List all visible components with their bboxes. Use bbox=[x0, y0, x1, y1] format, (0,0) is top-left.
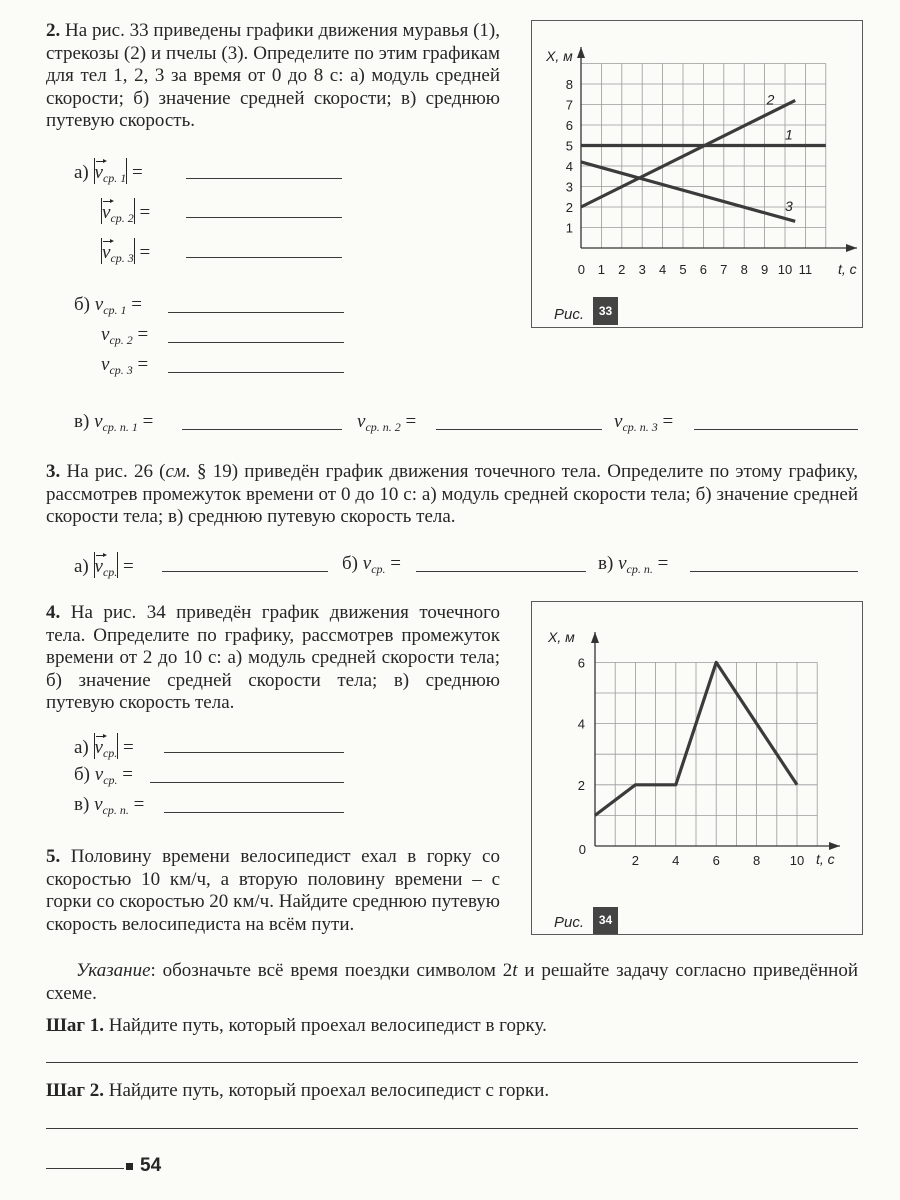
answer-line[interactable] bbox=[186, 178, 342, 179]
answer-line[interactable] bbox=[690, 571, 858, 572]
task2-row-b3 bbox=[101, 353, 148, 382]
equals: = bbox=[137, 354, 149, 375]
equals: = bbox=[131, 294, 142, 315]
task4-c-label: в) bbox=[74, 794, 90, 815]
y-tick-label: 2 bbox=[565, 200, 573, 215]
equals: = bbox=[133, 794, 145, 815]
x-axis-arrow bbox=[829, 842, 840, 850]
vector-v: v bbox=[94, 162, 103, 183]
y-tick-label: 8 bbox=[565, 77, 573, 92]
figure-33 bbox=[531, 20, 863, 328]
y-axis-title: X, м bbox=[546, 48, 573, 64]
task3-text bbox=[46, 461, 858, 529]
vector-v: v bbox=[102, 202, 111, 223]
abs-bar-right bbox=[126, 158, 127, 184]
y-tick-label: 6 bbox=[565, 118, 573, 133]
x-axis-title: t, с bbox=[816, 851, 835, 867]
subscript: ср. п. bbox=[102, 803, 129, 817]
step2-text: Найдите путь, который проехал велосипедист с горки. bbox=[104, 1080, 550, 1101]
figure-34-number: 34 bbox=[593, 907, 618, 934]
task3-row-c bbox=[598, 552, 668, 581]
answer-line[interactable] bbox=[168, 312, 344, 313]
equals: = bbox=[405, 411, 417, 432]
y-tick-label: 7 bbox=[565, 97, 573, 113]
task2-a-label: а) bbox=[74, 162, 89, 183]
answer-line[interactable] bbox=[694, 429, 858, 430]
equals: = bbox=[657, 553, 669, 574]
page-footer-square bbox=[126, 1163, 133, 1170]
subscript: ср. 2 bbox=[109, 333, 133, 347]
equals: = bbox=[132, 162, 143, 183]
subscript: ср. п. 2 bbox=[365, 420, 401, 434]
task5-body: Половину времени велосипедист ехал в горку со скоростью 10 км/ч, а вторую половину времени – с горки со скоростью 20 км/ч. Найдите среднюю путевую скорость велосипедиста на всём пути. bbox=[46, 846, 500, 935]
subscript: ср. п. 3 bbox=[622, 420, 658, 434]
answer-line[interactable] bbox=[186, 257, 342, 258]
task3-b-label: б) bbox=[342, 553, 358, 574]
step1-label: Шаг 1. bbox=[46, 1015, 104, 1036]
subscript: ср. bbox=[102, 746, 118, 760]
x-tick-label: 6 bbox=[699, 262, 708, 277]
task3-a-label: а) bbox=[74, 556, 89, 577]
y-tick-label: 2 bbox=[577, 777, 585, 793]
answer-line[interactable] bbox=[168, 342, 344, 343]
answer-line[interactable] bbox=[164, 812, 344, 813]
equals: = bbox=[137, 324, 149, 345]
equals: = bbox=[142, 411, 154, 432]
task2-body: На рис. 33 приведены графики движения муравья (1), стрекозы (2) и пчелы (3). Определите по этим графикам для тел 1, 2, 3 за время от 0 до 8 с: а) модуль средней скорости; б) значение средней скорости; в) среднюю путевую скорость. bbox=[46, 20, 501, 131]
v-symbol: v bbox=[94, 411, 103, 432]
hint-text-2: и решайте задачу согласно приведённой схеме. bbox=[46, 960, 858, 1004]
x-tick-label: 6 bbox=[712, 853, 720, 868]
answer-line[interactable] bbox=[168, 372, 344, 373]
task3-c-label: в) bbox=[598, 553, 614, 574]
v-symbol: v bbox=[614, 411, 623, 432]
task5-text bbox=[46, 846, 500, 936]
y-axis-arrow bbox=[591, 632, 599, 643]
subscript: ср. bbox=[371, 562, 386, 576]
figure-34-caption: Рис. bbox=[554, 914, 585, 931]
answer-line[interactable] bbox=[164, 752, 344, 753]
origin-label: 0 bbox=[578, 842, 586, 857]
y-tick-label: 6 bbox=[577, 655, 585, 671]
x-tick-label: 1 bbox=[597, 262, 606, 277]
vector-v: v bbox=[94, 737, 103, 758]
step1-text: Найдите путь, который проехал велосипедист в горку. bbox=[104, 1015, 547, 1036]
task2-row-c2 bbox=[357, 410, 416, 439]
v-symbol: v bbox=[101, 354, 110, 375]
subscript: ср. 1 bbox=[103, 303, 127, 317]
task3-row-b bbox=[342, 552, 401, 581]
task2-row-a2 bbox=[101, 198, 150, 230]
task4-text bbox=[46, 602, 500, 715]
answer-line[interactable] bbox=[182, 429, 342, 430]
x-tick-label: 3 bbox=[638, 262, 646, 277]
task2-c-label: в) bbox=[74, 411, 90, 432]
subscript: ср. 3 bbox=[110, 251, 134, 265]
task3-body-2: § 19) приведён график движения точечного тела. Определите по этому графику, рассмотрев промежуток времени от 0 до 10 с: а) модуль средней скорости тела; б) значение средней скорости тела; в) среднюю путевую скорость тела. bbox=[46, 461, 859, 527]
task3-row bbox=[74, 552, 134, 584]
task2-row-a3 bbox=[101, 238, 150, 270]
figure-33-number: 33 bbox=[593, 297, 618, 325]
task2-row-a1 bbox=[74, 158, 143, 190]
abs-bar-right bbox=[117, 733, 118, 759]
task4-row-c bbox=[74, 793, 144, 822]
subscript: ср. bbox=[102, 565, 118, 579]
task2-row-b1 bbox=[74, 293, 142, 322]
task2-text bbox=[46, 20, 500, 133]
y-axis-arrow bbox=[577, 47, 585, 58]
abs-bar-right bbox=[134, 238, 135, 264]
x-tick-label: 11 bbox=[798, 262, 813, 277]
y-tick-label: 4 bbox=[577, 716, 585, 732]
y-tick-label: 4 bbox=[565, 159, 573, 174]
v-symbol: v bbox=[357, 411, 366, 432]
step1-answer-line[interactable] bbox=[46, 1062, 858, 1063]
x-axis-title: t, с bbox=[838, 261, 857, 277]
subscript: ср. 2 bbox=[110, 211, 134, 225]
x-tick-label: 4 bbox=[672, 853, 680, 868]
x-tick-label: 2 bbox=[618, 262, 626, 277]
answer-line[interactable] bbox=[150, 782, 344, 783]
step2-label: Шаг 2. bbox=[46, 1080, 104, 1101]
subscript: ср. п. 1 bbox=[102, 420, 138, 434]
figure-34 bbox=[531, 601, 863, 935]
answer-line[interactable] bbox=[162, 571, 328, 572]
task3-number: 3. bbox=[46, 461, 61, 482]
x-tick-label: 8 bbox=[740, 262, 748, 277]
task2-row-c bbox=[74, 410, 153, 439]
x-tick-label: 5 bbox=[679, 262, 687, 277]
task2-b-label: б) bbox=[74, 294, 90, 315]
equals: = bbox=[123, 556, 134, 577]
task2-number: 2. bbox=[46, 20, 61, 41]
x-tick-label: 2 bbox=[631, 853, 640, 868]
v-symbol: v bbox=[362, 553, 372, 574]
equals: = bbox=[390, 553, 401, 574]
v-symbol: v bbox=[94, 294, 104, 315]
v-symbol: v bbox=[618, 553, 627, 574]
task3-body-1: На рис. 26 ( bbox=[66, 461, 166, 482]
x-tick-label: 4 bbox=[658, 262, 667, 277]
v-symbol: v bbox=[101, 324, 110, 345]
figure-33-caption: Рис. bbox=[554, 306, 585, 323]
abs-bar-right bbox=[117, 552, 118, 578]
x-tick-label: 10 bbox=[789, 853, 805, 868]
subscript: ср. 3 bbox=[109, 363, 133, 377]
x-tick-label: 8 bbox=[752, 853, 761, 868]
y-tick-label: 3 bbox=[565, 179, 573, 195]
y-tick-label: 5 bbox=[565, 138, 573, 154]
task4-number: 4. bbox=[46, 602, 61, 623]
equals: = bbox=[122, 764, 133, 785]
equals: = bbox=[123, 737, 134, 758]
equals: = bbox=[139, 202, 151, 223]
x-axis-arrow bbox=[846, 244, 857, 252]
subscript: ср. 1 bbox=[102, 171, 127, 185]
vector-v: v bbox=[102, 242, 111, 263]
step1 bbox=[46, 1015, 858, 1038]
task5-hint bbox=[46, 960, 858, 1005]
answer-line[interactable] bbox=[416, 571, 586, 572]
x-tick-label: 9 bbox=[760, 262, 769, 277]
series-label-3: 3 bbox=[785, 198, 793, 214]
x-tick-label: 10 bbox=[777, 262, 793, 277]
page-footer-rule bbox=[46, 1168, 124, 1169]
answer-line[interactable] bbox=[186, 217, 342, 218]
page-number: 54 bbox=[140, 1155, 162, 1176]
subscript: ср. bbox=[103, 773, 118, 787]
step2-answer-line[interactable] bbox=[46, 1128, 858, 1129]
origin-label: 0 bbox=[577, 262, 585, 277]
v-symbol: v bbox=[94, 794, 103, 815]
answer-line[interactable] bbox=[436, 429, 602, 430]
x-tick-label: 7 bbox=[720, 262, 728, 277]
hint-text: : обозначьте всё время поездки символом 2 bbox=[150, 960, 513, 981]
series-label-2: 2 bbox=[766, 91, 775, 108]
vector-v: v bbox=[94, 556, 103, 577]
hint-var: t bbox=[512, 960, 518, 981]
task4-row-b bbox=[74, 763, 133, 792]
task4-b-label: б) bbox=[74, 764, 90, 785]
series-label-1: 1 bbox=[785, 126, 793, 143]
figure-34-chart bbox=[532, 602, 862, 934]
y-axis-title: X, м bbox=[548, 629, 575, 645]
subscript: ср. п. bbox=[626, 562, 653, 576]
equals: = bbox=[662, 411, 674, 432]
equals: = bbox=[139, 242, 151, 263]
step2 bbox=[46, 1080, 858, 1103]
hint-label: Указание bbox=[76, 960, 151, 981]
abs-bar-right bbox=[134, 198, 135, 224]
task4-row-a bbox=[74, 733, 134, 765]
y-tick-label: 1 bbox=[565, 220, 573, 236]
figure-33-chart bbox=[532, 21, 862, 327]
task2-row-b2 bbox=[101, 323, 148, 352]
task4-a-label: а) bbox=[74, 737, 89, 758]
v-symbol: v bbox=[94, 764, 104, 785]
task5-number: 5. bbox=[46, 846, 61, 867]
task4-body: На рис. 34 приведён график движения точечного тела. Определите по графику, рассмотрев промежуток времени от 2 до 10 с: а) модуль средней скорости тела; б) значение средней скорости тела; в) среднюю путевую скорость тела. bbox=[46, 602, 500, 713]
task2-row-c3 bbox=[614, 410, 673, 439]
task3-see: см. bbox=[165, 461, 191, 482]
